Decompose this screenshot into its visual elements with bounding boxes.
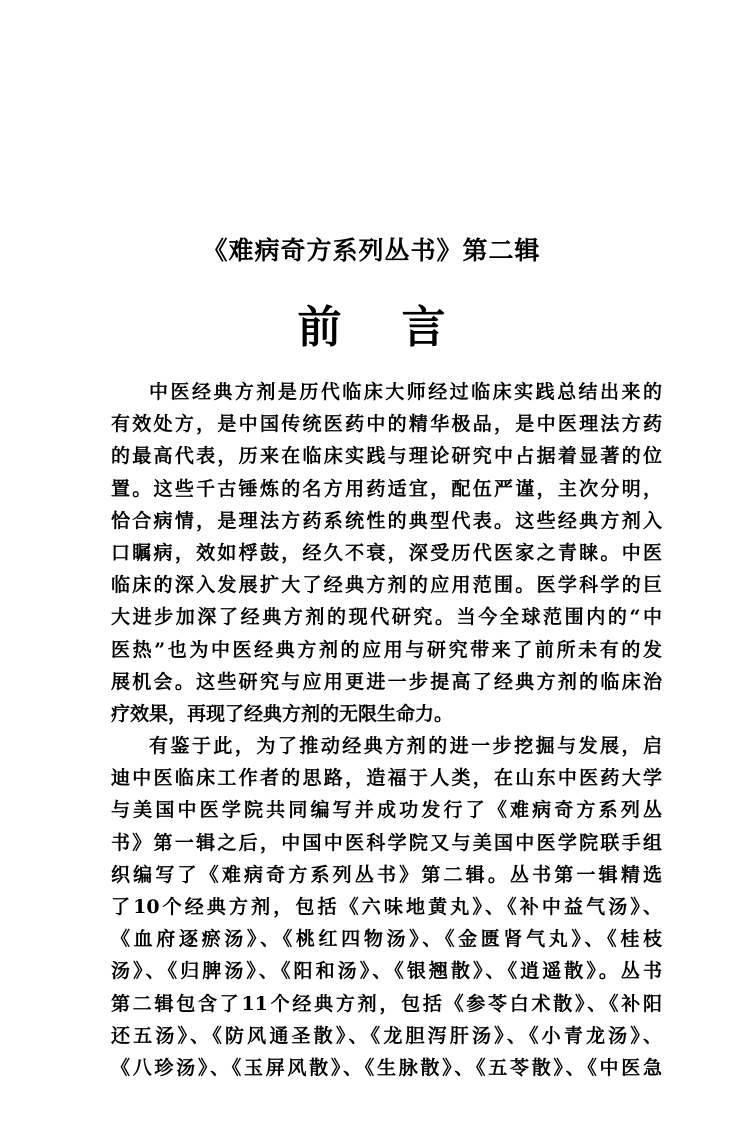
text-line: 大进步加深了经典方剂的现代研究。当今全球范围内的“中: [111, 606, 662, 629]
text-line: 书》第一辑之后，中国中医科学院又与美国中医学院联手组: [111, 831, 662, 854]
text-line: 有鉴于此，为了推动经典方剂的进一步挖掘与发展，启: [149, 735, 662, 758]
text-line: 恰合病情，是理法方药系统性的典型代表。这些经典方剂入: [111, 509, 662, 532]
paragraph-2: [111, 730, 662, 1084]
series-title: 《难病奇方系列丛书》第二辑: [202, 236, 541, 265]
paragraph-1: [111, 376, 662, 730]
text-line: 迪中医临床工作者的思路，造福于人类，在山东中医药大学: [111, 767, 662, 790]
text-line: 置。这些千古锤炼的名方用药适宜，配伍严谨，主次分明，: [111, 477, 662, 500]
text-line: 展机会。这些研究与应用更进一步提高了经典方剂的临床治: [111, 670, 662, 693]
text-line: 织编写了《难病奇方系列丛书》第二辑。丛书第一辑精选: [111, 863, 662, 886]
preface-body: [111, 376, 662, 1084]
text-line: 的最高代表，历来在临床实践与理论研究中占据着显著的位: [111, 445, 662, 468]
text-line: 疗效果，再现了经典方剂的无限生命力。: [111, 702, 454, 725]
text-line: 临床的深入发展扩大了经典方剂的应用范围。医学科学的巨: [111, 574, 662, 597]
text-line: 中医经典方剂是历代临床大师经过临床实践总结出来的: [149, 381, 662, 403]
preface-heading: [0, 301, 743, 355]
text-line: 还五汤》、《防风通圣散》、《龙胆泻肝汤》、《小青龙汤》、: [111, 1024, 662, 1047]
text-line: 与美国中医学院共同编写并成功发行了《难病奇方系列丛: [111, 799, 662, 822]
text-line: 有效处方，是中国传统医药中的精华极品，是中医理法方药: [111, 413, 662, 436]
heading-char-1: 前: [297, 302, 342, 353]
text-line: 《血府逐瘀汤》、《桃红四物汤》、《金匮肾气丸》、《桂枝: [111, 928, 662, 951]
text-line: 《八珍汤》、《玉屏风散》、《生脉散》、《五苓散》、《中医急: [111, 1056, 662, 1079]
text-line: 汤》、《归脾汤》、《阳和汤》、《银翘散》、《逍遥散》。丛书: [111, 960, 662, 983]
text-line: 第二辑包含了11个经典方剂，包括《参苓白术散》、《补阳: [111, 992, 662, 1015]
heading-char-2: 言: [401, 302, 446, 353]
text-line: 了10个经典方剂，包括《六味地黄丸》、《补中益气汤》、: [111, 896, 662, 918]
text-line: 医热”也为中医经典方剂的应用与研究带来了前所未有的发: [111, 638, 662, 661]
text-line: 口瞩病，效如桴鼓，经久不衰，深受历代医家之青睐。中医: [111, 541, 662, 564]
